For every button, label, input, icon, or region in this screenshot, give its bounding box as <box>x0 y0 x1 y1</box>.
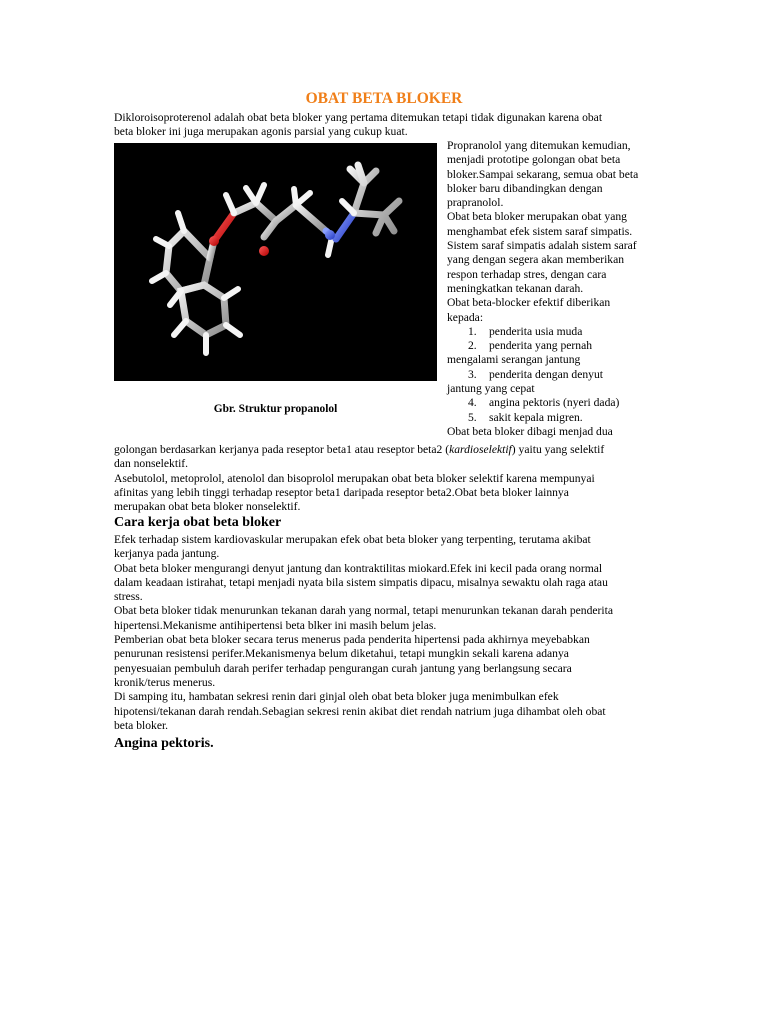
text-line <box>114 443 654 457</box>
text-line: Sistem saraf simpatis adalah sistem saraf <box>447 239 637 253</box>
list-text: angina pektoris (nyeri dada) <box>489 396 620 410</box>
list-item <box>447 325 659 339</box>
propranolol-structure-figure <box>114 143 437 381</box>
list-number: 5. <box>468 410 477 424</box>
list-number: 1. <box>468 324 477 338</box>
text-line: Obat beta bloker tidak menurunkan tekanan darah yang normal, tetapi menurunkan tekanan darah penderita <box>114 604 613 618</box>
text-line: beta bloker. <box>114 718 169 732</box>
section-body <box>114 533 654 733</box>
section-heading: Angina pektoris. <box>114 736 214 751</box>
text-line: Di samping itu, hambatan sekresi renin dari ginjal oleh obat beta bloker juga menimbulkan efek <box>114 690 559 704</box>
text-line: afinitas yang lebih tinggi terhadap reseptor beta1 daripada reseptor beta2.Obat beta bloker lainnya <box>114 485 569 499</box>
text-line: penurunan resistensi perifer.Mekanismenya belum diketahui, tetapi mungkin sekali karena adanya <box>114 647 569 661</box>
intro-paragraph <box>114 111 654 140</box>
page-title: OBAT BETA BLOKER <box>305 90 463 107</box>
list-text: penderita dengan denyut <box>489 367 603 381</box>
text-line: prapranolol. <box>447 196 504 210</box>
text-line: Obat beta-blocker efektif diberikan <box>447 296 611 310</box>
section-heading: Cara kerja obat beta bloker <box>114 515 282 530</box>
text-line: kerjanya pada jantung. <box>114 547 220 561</box>
list-number: 2. <box>468 339 477 353</box>
text-line: menjadi prototipe golongan obat beta <box>447 153 621 167</box>
text-line: Obat beta bloker merupakan obat yang <box>447 210 627 224</box>
classification-paragraph <box>114 443 654 514</box>
list-text: sakit kepala migren. <box>489 410 583 424</box>
text-line: bloker baru dibandingkan dengan <box>447 181 603 195</box>
text-line: hipotensi/tekanan darah rendah.Sebagian sekresi renin akibat diet rendah natrium juga dihambat oleh obat <box>114 704 606 718</box>
text-span: ) yaitu yang selektif <box>511 443 605 456</box>
list-item <box>447 339 659 353</box>
molecule-3d-stick-model <box>114 143 437 381</box>
text-line: menghambat efek sistem saraf simpatis. <box>447 224 633 238</box>
text-line: yang dengan segera akan memberikan <box>447 253 625 267</box>
list-item <box>447 411 659 425</box>
list-number: 3. <box>468 367 477 381</box>
text-line: dalam keadaan istirahat, tetapi menjadi nyata bila sistem simpatis dipacu, misalnya sewaktu olah raga atau <box>114 575 608 589</box>
list-text: penderita usia muda <box>489 324 583 338</box>
list-item <box>447 368 659 382</box>
text-line: Efek terhadap sistem kardiovaskular merupakan efek obat beta bloker yang terpenting, terutama akibat <box>114 533 591 546</box>
text-line: Propranolol yang ditemukan kemudian, <box>447 139 631 152</box>
list-number: 4. <box>468 396 477 410</box>
text-line: hipertensi.Mekanisme antihipertensi beta blker ini masih belum jelas. <box>114 618 437 632</box>
list-continuation: jantung yang cepat <box>447 382 535 396</box>
text-line: Obat beta bloker dibagi menjad dua <box>447 424 613 438</box>
text-line: kepada: <box>447 310 484 324</box>
text-span: golongan berdasarkan kerjanya pada reseptor beta1 atau reseptor beta2 ( <box>114 443 450 456</box>
figure-caption: Gbr. Struktur propanolol <box>213 403 338 415</box>
list-text: penderita yang pernah <box>489 339 593 353</box>
text-line: Dikloroisoproterenol adalah obat beta bloker yang pertama ditemukan tetapi tidak digunakan karena obat <box>114 111 603 124</box>
text-line: meningkatkan tekanan darah. <box>447 281 584 295</box>
right-column-text <box>447 139 659 439</box>
text-line: kronik/terus menerus. <box>114 675 216 689</box>
text-line: Asebutolol, metoprolol, atenolol dan bisoprolol merupakan obat beta bloker selektif karena mempunyai <box>114 471 595 485</box>
list-continuation: mengalami serangan jantung <box>447 353 581 367</box>
text-line: penyesuaian pembuluh darah perifer terhadap pengurangan curah jantung yang berlangsung secara <box>114 661 572 675</box>
text-line: dan nonselektif. <box>114 457 189 471</box>
text-line: respon terhadap stres, dengan cara <box>447 267 607 281</box>
text-line: Pemberian obat beta bloker secara terus menerus pada penderita hipertensi pada akhirnya meyebabkan <box>114 633 590 647</box>
text-line: Obat beta bloker mengurangi denyut jantung dan kontraktilitas miokard.Efek ini kecil pada orang normal <box>114 561 603 575</box>
list-item <box>447 396 659 410</box>
text-line: merupakan obat beta bloker nonselektif. <box>114 500 301 514</box>
italic-term: kardioselektif <box>449 443 512 456</box>
text-line: bloker.Sampai sekarang, semua obat beta <box>447 167 639 181</box>
text-line: beta bloker ini juga merupakan agonis parsial yang cukup kuat. <box>114 125 408 139</box>
text-line: stress. <box>114 590 143 604</box>
